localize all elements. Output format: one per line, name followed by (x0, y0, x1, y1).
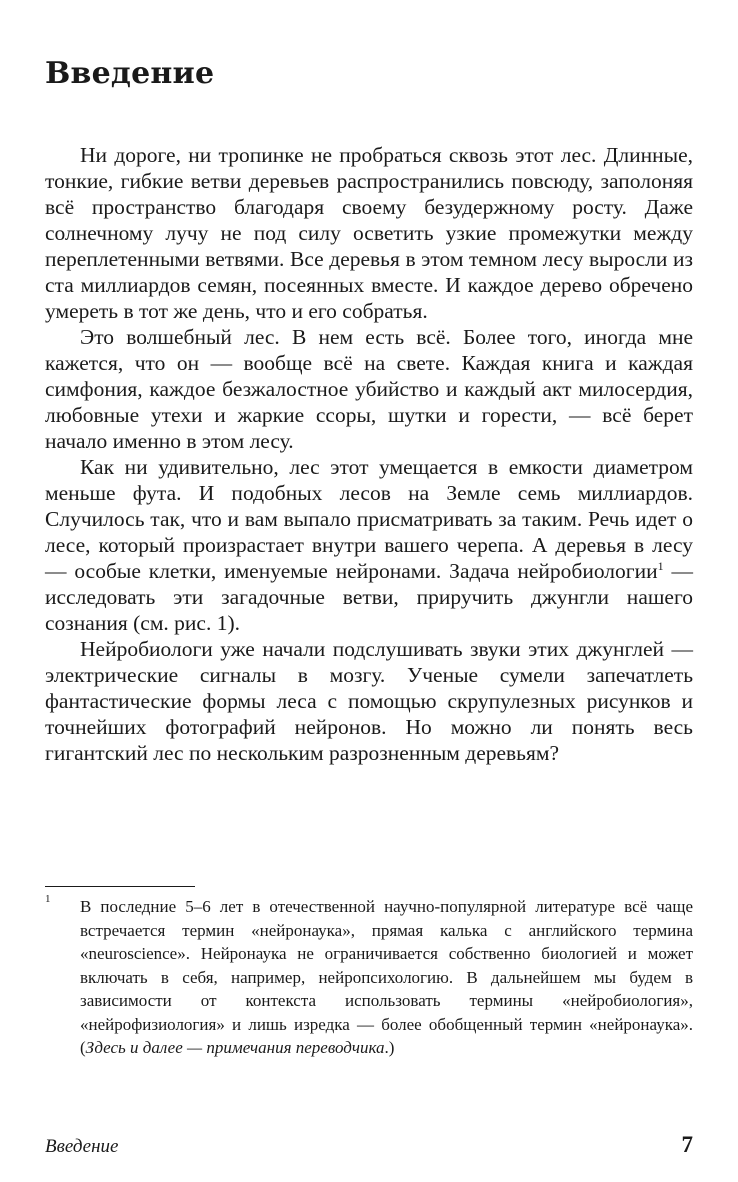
footnote-reference[interactable]: 1 (657, 559, 664, 573)
footnote-tail: .) (384, 1038, 395, 1057)
paragraph: Это волшебный лес. В нем есть всё. Более того, иногда мне кажется, что он — вообще всё на свете. Каждая книга и каждая симфония, каждое безжалостное убийство и каждый акт милосердия, любовные утехи и жаркие ссоры, шутки и горести, — всё берет начало именно в этом лесу. (45, 325, 693, 453)
footnote-divider (45, 886, 195, 887)
footnote-translator-note: Здесь и далее — примечания переводчика (85, 1038, 385, 1057)
footnote-body: В последние 5–6 лет в отечественной научно-популярной литературе всё чаще встречается термин «нейронаука», прямая калька с английского термина «neuroscience». Нейронаука не ограничивается собственно биологией и может включать в себя, например, нейропсихологию. В дальнейшем мы будем в зависимости от контекста использовать термины «нейробиология», «нейрофизиология» и лишь изредка — более обобщенный термин «нейронаука». ( (80, 897, 693, 1057)
footnote-number: 1 (45, 893, 51, 905)
paragraph (45, 454, 693, 636)
body-text (45, 142, 693, 766)
footnote (45, 895, 693, 1060)
paragraph: Нейробиологи уже начали подслушивать звуки этих джунглей — электрические сигналы в мозгу. Ученые сумели запечатлеть фантастические формы леса с помощью скрупулезных рисунков и точнейших фотографий нейронов. Но можно ли понять весь гигантский лес по нескольким разрозненным деревьям? (45, 637, 693, 765)
paragraph: Ни дороге, ни тропинке не пробраться сквозь этот лес. Длинные, тонкие, гибкие ветви деревьев распространились повсюду, заполоняя всё пространство благодаря своему безудержному росту. Даже солнечному лучу не под силу осветить узкие промежутки между переплетенными ветвями. Все деревья в этом темном лесу выросли из ста миллиардов семян, посеянных вместе. И каждое дерево обречено умереть в тот же день, что и его собратья. (45, 143, 693, 323)
paragraph-part: — исследовать эти загадочные ветви, приручить джунгли нашего сознания (см. рис. 1). (45, 559, 693, 635)
footnote-text (80, 895, 693, 1060)
chapter-title: Введение (45, 56, 215, 91)
page-number: 7 (681, 1132, 693, 1157)
paragraph-part: Как ни удивительно, лес этот умещается в емкости диаметром меньше фута. И подобных лесов на Земле семь миллиардов. Случилось так, что и вам выпало присматривать за таким. Речь идет о лесе, который произрастает внутри вашего черепа. А деревья в лесу — особые клетки, именуемые нейронами. Задача нейробиологии (45, 455, 693, 583)
running-footer-section: Введение (45, 1136, 119, 1157)
